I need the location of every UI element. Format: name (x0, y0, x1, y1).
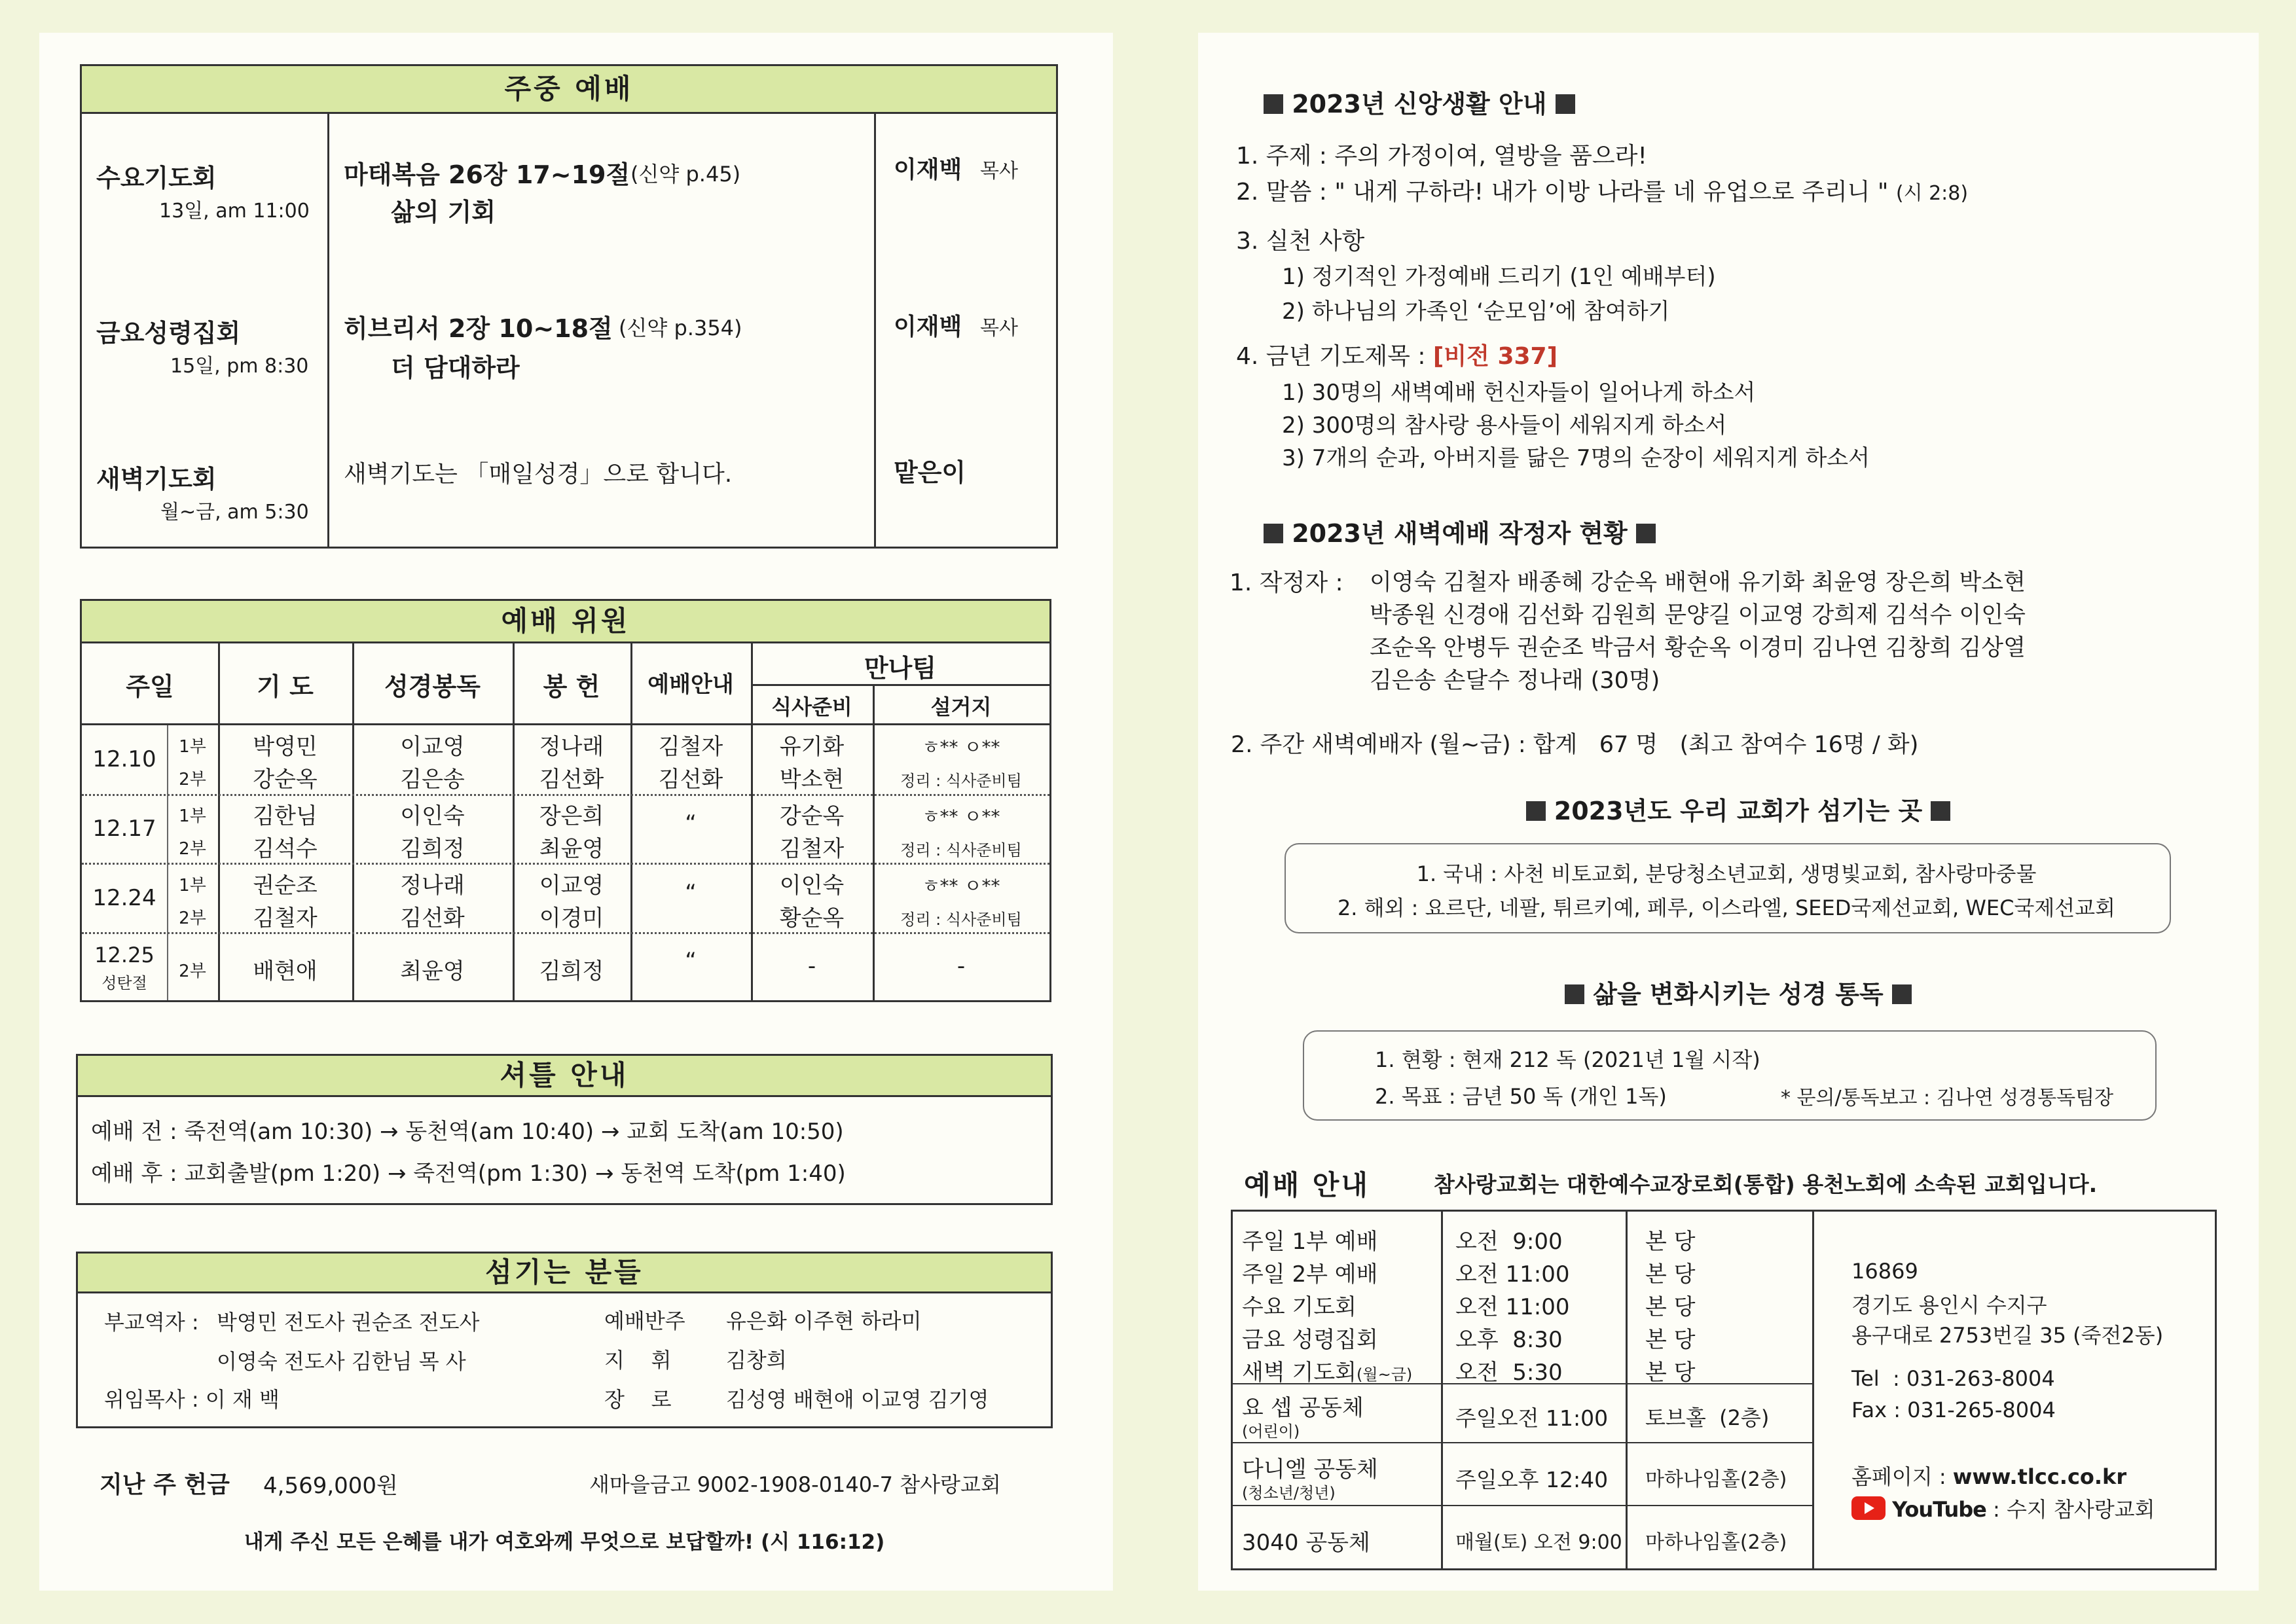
prayer-1: 김한님 (253, 803, 318, 829)
vision-tag: [비전 337] (1432, 343, 1558, 370)
associate-line-1: 박영민 전도사 권순조 전도사 (217, 1310, 480, 1335)
offering-2: 이경미 (539, 905, 604, 931)
col-offering: 봉 헌 (543, 672, 600, 701)
reading-goal: 2. 목표 : 금년 50 독 (개인 1독) (1375, 1084, 1667, 1109)
dishes-1: ㅎ** ㅇ** (922, 806, 1000, 827)
service-time: 15일, pm 8:30 (170, 355, 309, 378)
service-time: 월~금, am 5:30 (160, 501, 309, 524)
affiliation: 참사랑교회는 대한예수교장로회(통합) 용천노회에 소속된 교회입니다. (1434, 1172, 2098, 1197)
preacher: 이재백 (894, 156, 962, 183)
reading-1: 이교영 (400, 734, 465, 760)
meal-1: 이인숙 (779, 873, 845, 899)
col-dishes: 설거지 (930, 695, 992, 719)
mission-overseas: 2. 해외 : 요르단, 네팔, 튀르키예, 페루, 이스라엘, SEED국제선교회, WEC국제선교회 (1337, 895, 2116, 920)
preacher-title: 목사 (980, 160, 1018, 183)
service-committee-title: 예배 위원 (82, 601, 1049, 643)
homepage-row: 홈페이지 : www.tlcc.co.kr (1851, 1464, 2127, 1489)
dawn-status-title: 2023년 새벽예배 작정자 현황 (1264, 513, 1656, 549)
youtube-wordmark: YouTube (1892, 1497, 1986, 1522)
scripture: 마태복음 26장 17~19절 (344, 160, 630, 189)
closing-verse: 내게 주신 모든 은혜를 내가 여호와께 무엇으로 보답할까! (시 116:12) (244, 1530, 885, 1554)
usher-2: 김선화 (658, 767, 723, 793)
weekday-services-section (80, 64, 1058, 549)
address-line-1: 경기도 용인시 수지구 (1851, 1293, 2047, 1318)
group-time: 주일오전 11:00 (1455, 1405, 1609, 1431)
usher-ditto: “ (685, 810, 697, 837)
elders: 김성영 배현애 이교영 김기영 (726, 1387, 989, 1412)
sermon-title: 삶의 기회 (391, 198, 496, 226)
service-name: 새벽기도회 (96, 465, 217, 494)
weekly-attendance: 2. 주간 새벽예배자 (월~금) : 합계 67 명 (최고 참여수 16명 / 화) (1231, 732, 1919, 758)
part-label: 1부 (179, 737, 206, 757)
dishes-1: - (957, 953, 966, 979)
col-meal: 식사준비 (771, 695, 852, 719)
mission-domestic: 1. 국내 : 사천 비토교회, 분당청소년교회, 생명빛교회, 참사랑마중물 (1416, 861, 2037, 886)
postal-code: 16869 (1851, 1259, 1918, 1284)
square-bullet-icon (1556, 94, 1575, 114)
part-label: 1부 (179, 876, 206, 895)
bible-word: 2. 말씀 : " 내게 구하라! 내가 이방 나라를 네 유업으로 주리니 " (시 2:8) (1236, 179, 1969, 206)
prayer-item-1: 1) 30명의 새벽예배 헌신자들이 일어나게 하소서 (1282, 380, 1756, 406)
square-bullet-icon (1264, 94, 1283, 114)
group-time: 매월(토) 오전 9:00 (1455, 1531, 1622, 1554)
service-name: 수요기도회 (96, 164, 217, 192)
accompanist-label: 예배반주 (604, 1308, 685, 1333)
dishes-2: 정리 : 식사준비팀 (900, 841, 1022, 859)
fax: Fax : 031-265-8004 (1851, 1398, 2056, 1422)
pledger-line-3: 조순옥 안병두 권순조 박금서 황순옥 이경미 김나연 김창희 김상열 (1370, 635, 2026, 661)
pledger-line-4: 김은송 손달수 정나래 (30명) (1370, 668, 1660, 694)
service-row-time: 오후 8:30 (1455, 1327, 1563, 1353)
offering-1: 장은희 (539, 803, 604, 829)
offering-label: 지난 주 헌금 (100, 1471, 230, 1498)
service-row-place: 본 당 (1645, 1360, 1696, 1386)
prayer-1: 권순조 (253, 873, 318, 899)
col-prayer: 기 도 (257, 672, 314, 701)
prayer-item-3: 3) 7개의 순과, 아버지를 닮은 7명의 순장이 세워지게 하소서 (1282, 445, 1870, 471)
telephone: Tel : 031-263-8004 (1851, 1366, 2055, 1391)
part-label: 2부 (179, 770, 206, 789)
offering-2: 김선화 (539, 767, 604, 793)
service-committee-section (80, 599, 1051, 1002)
meal-1: - (807, 953, 816, 979)
group-name: 다니엘 공동체 (1242, 1456, 1378, 1483)
servants-title: 섬기는 분들 (78, 1254, 1051, 1293)
faith-guide-title: 2023년 신앙생활 안내 (1264, 84, 1575, 120)
preacher-title: 목사 (980, 317, 1018, 340)
associate-label: 부교역자 : (104, 1310, 199, 1335)
practice-2: 2) 하나님의 가족인 ‘순모임’에 참여하기 (1282, 298, 1670, 325)
pledger-line-2: 박종원 신경애 김선화 김원희 문양길 이교영 강희제 김석수 이인숙 (1370, 602, 2026, 628)
usher-ditto: “ (685, 948, 697, 974)
part-label: 2부 (179, 962, 206, 981)
reading-2: 김선화 (400, 905, 465, 931)
dishes-1: ㅎ** ㅇ** (922, 875, 1000, 897)
shuttle-after: 예배 후 : 교회출발(pm 1:20) → 죽전역(pm 1:30) → 동천역 도착(pm 1:40) (91, 1161, 846, 1187)
service-row-place: 본 당 (1645, 1261, 1696, 1288)
worship-info-title: 예배 안내 (1244, 1169, 1370, 1201)
group-name: 3040 공동체 (1242, 1530, 1370, 1556)
bank-account: 새마을금고 9002-1908-0140-7 참사랑교회 (589, 1472, 1001, 1497)
prayer-title: 4. 금년 기도제목 : [비전 337] (1236, 343, 1558, 370)
reading-inquiry: * 문의/통독보고 : 김나연 성경통독팀장 (1781, 1087, 2114, 1110)
senior-pastor: 위임목사 : 이 재 백 (104, 1387, 280, 1412)
meal-2: 김철자 (779, 836, 845, 862)
bible-word-ref: (시 2:8) (1895, 182, 1969, 205)
group-place: 마하나임홀(2층) (1645, 1468, 1787, 1491)
group-place: 토브홀 (2층) (1645, 1405, 1770, 1430)
shuttle-section (76, 1054, 1053, 1205)
prayer-2: 강순옥 (253, 767, 318, 793)
col-usher: 예배안내 (647, 672, 734, 698)
elder-label: 장 로 (604, 1387, 672, 1412)
service-row-time: 오전 11:00 (1455, 1294, 1570, 1320)
shuttle-before: 예배 전 : 죽전역(am 10:30) → 동천역(am 10:40) → 교회 도착(am 10:50) (91, 1119, 844, 1145)
col-meet-team: 만나팀 (864, 654, 937, 683)
reading-1: 이인숙 (400, 803, 465, 829)
scripture-ref: (신약 p.354) (619, 316, 742, 340)
sermon-title: 더 담대하라 (391, 353, 520, 382)
youtube-channel: : 수지 참사랑교회 (1993, 1497, 2155, 1522)
youtube-play-icon (1851, 1496, 1886, 1520)
practice-title: 3. 실천 사항 (1236, 228, 1365, 255)
bible-reading-title: 삶을 변화시키는 성경 통독 (1283, 974, 2193, 1010)
scripture: 새벽기도는 「매일성경」으로 합니다. (344, 461, 733, 488)
prayer-1: 배현애 (253, 958, 318, 984)
practice-1: 1) 정기적인 가정예배 드리기 (1인 예배부터) (1282, 264, 1716, 290)
part-label: 1부 (179, 806, 206, 826)
row-date: 12.25 (94, 943, 155, 967)
group-place: 마하나임홀(2층) (1645, 1531, 1787, 1554)
square-bullet-icon (1526, 801, 1546, 821)
service-row-place: 본 당 (1645, 1294, 1696, 1320)
offering-1: 정나래 (539, 734, 604, 760)
service-row-place: 본 당 (1645, 1229, 1696, 1255)
row-date: 12.17 (92, 816, 156, 842)
meal-2: 황순옥 (779, 905, 845, 931)
part-label: 2부 (179, 909, 206, 928)
service-row-name: 수요 기도회 (1242, 1294, 1357, 1320)
col-reading: 성경봉독 (384, 672, 481, 701)
service-row-name: 새벽 기도회(월~금) (1242, 1360, 1413, 1386)
part-label: 2부 (179, 839, 206, 859)
scripture: 히브리서 2장 10~18절 (344, 314, 613, 343)
mission-title: 2023년도 우리 교회가 섬기는 곳 (1283, 791, 2193, 827)
pledger-line-1: 이영숙 김철자 배종혜 강순옥 배현애 유기화 최윤영 장은희 박소현 (1370, 569, 2026, 596)
group-time: 주일오후 12:40 (1455, 1467, 1609, 1492)
youtube-row[interactable] (1851, 1493, 2155, 1523)
offering-1: 김희정 (539, 958, 604, 984)
worship-info-table (1231, 1210, 2217, 1570)
accompanists: 유은화 이주현 하라미 (726, 1308, 922, 1333)
reading-2: 김은송 (400, 767, 465, 793)
prayer-2: 김철자 (253, 905, 318, 931)
associate-line-2: 이영숙 전도사 김한님 목 사 (217, 1349, 466, 1374)
preacher: 맡은이 (894, 458, 966, 487)
conductor: 김창희 (726, 1348, 787, 1373)
offering-1: 이교영 (539, 873, 604, 899)
conductor-label: 지 휘 (604, 1348, 672, 1373)
offering-amount: 4,569,000원 (263, 1473, 398, 1499)
reading-status: 1. 현황 : 현재 212 독 (2021년 1월 시작) (1375, 1047, 1760, 1072)
reading-1: 정나래 (400, 873, 465, 899)
scripture-ref: (신약 p.45) (630, 162, 741, 187)
row-date: 12.24 (92, 885, 156, 911)
offering-2: 최윤영 (539, 836, 604, 862)
row-date: 12.10 (92, 746, 156, 772)
group-sub: (청소년/청년) (1242, 1484, 1336, 1502)
group-sub: (어린이) (1242, 1422, 1300, 1441)
theme: 1. 주제 : 주의 가정이여, 열방을 품으라! (1236, 143, 1647, 170)
row-date-sub: 성탄절 (101, 974, 147, 992)
prayer-item-2: 2) 300명의 참사랑 용사들이 세워지게 하소서 (1282, 412, 1727, 439)
prayer-1: 박영민 (253, 734, 318, 760)
usher-1: 김철자 (658, 734, 723, 760)
service-row-time: 오전 9:00 (1455, 1229, 1563, 1255)
address-line-2: 용구대로 2753번길 35 (죽전2동) (1851, 1323, 2164, 1348)
preacher: 이재백 (894, 314, 962, 340)
service-row-name: 주일 1부 예배 (1242, 1229, 1378, 1255)
service-name: 금요성령집회 (96, 319, 241, 348)
reading-1: 최윤영 (400, 958, 465, 984)
meal-1: 강순옥 (779, 803, 845, 829)
meal-2: 박소현 (779, 767, 845, 793)
dishes-2: 정리 : 식사준비팀 (900, 911, 1022, 929)
shuttle-title: 셔틀 안내 (78, 1056, 1051, 1097)
square-bullet-icon (1931, 801, 1950, 821)
group-name: 요 셉 공동체 (1242, 1395, 1364, 1421)
square-bullet-icon (1565, 984, 1584, 1004)
square-bullet-icon (1892, 984, 1912, 1004)
meal-1: 유기화 (779, 734, 845, 760)
service-time: 13일, am 11:00 (159, 200, 310, 223)
pledger-label: 1. 작정자 : (1230, 569, 1343, 596)
reading-2: 김희정 (400, 836, 465, 862)
usher-ditto: “ (685, 880, 697, 906)
service-row-name: 금요 성령집회 (1242, 1327, 1378, 1353)
dishes-2: 정리 : 식사준비팀 (900, 772, 1022, 790)
service-row-time: 오전 11:00 (1455, 1261, 1570, 1288)
prayer-2: 김석수 (253, 836, 318, 862)
homepage-link[interactable]: www.tlcc.co.kr (1952, 1464, 2127, 1489)
service-row-time: 오전 5:30 (1455, 1360, 1563, 1386)
col-date: 주일 (126, 672, 174, 701)
service-row-name: 주일 2부 예배 (1242, 1261, 1378, 1288)
square-bullet-icon (1636, 524, 1656, 543)
dishes-1: ㅎ** ㅇ** (922, 736, 1000, 758)
servants-section (76, 1252, 1053, 1428)
weekday-services-title: 주중 예배 (82, 66, 1056, 114)
service-row-place: 본 당 (1645, 1327, 1696, 1353)
square-bullet-icon (1264, 524, 1283, 543)
